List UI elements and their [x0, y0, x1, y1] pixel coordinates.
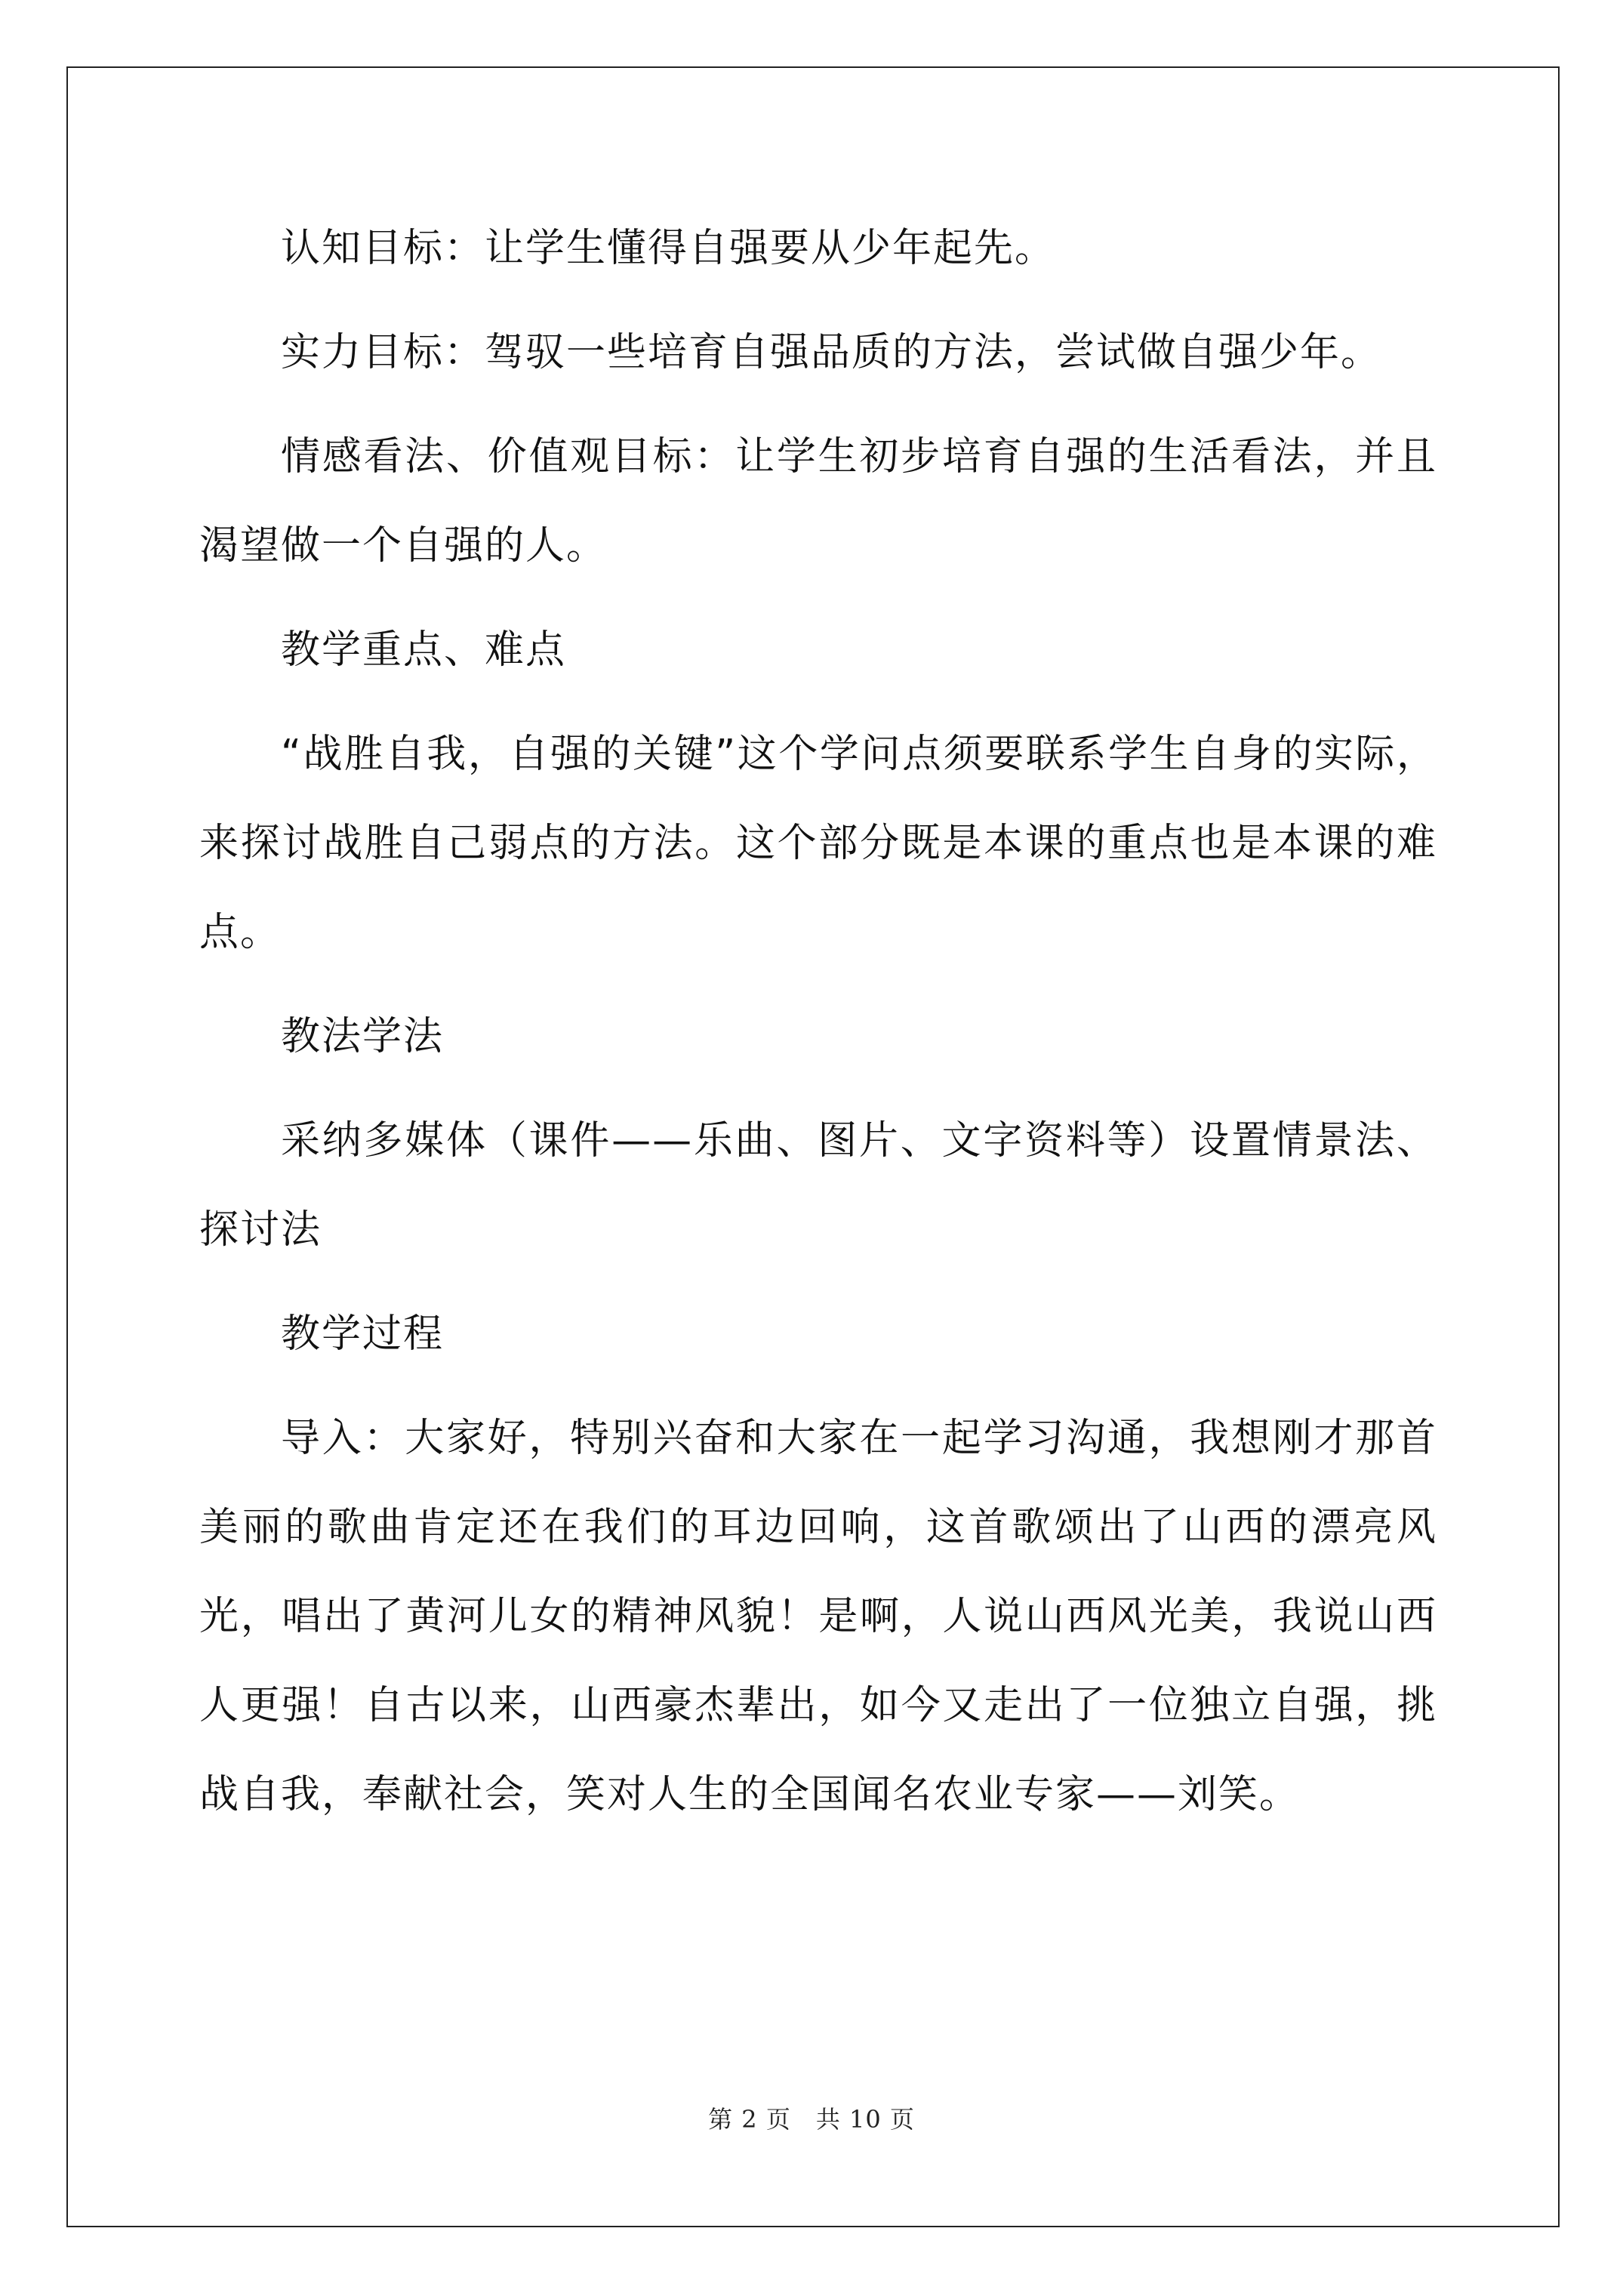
- paragraph-ability-goal: 实力目标：驾驭一些培育自强品质的方法，尝试做自强少年。: [281, 330, 1382, 375]
- paragraph-teaching-methods: 采纳多媒体（课件——乐曲、图片、文字资料等）设置情景法、探讨法: [199, 1118, 1437, 1253]
- document-body: [199, 204, 1437, 1854]
- paragraph-emotion-goal: 情感看法、价值观目标：让学生初步培育自强的生活看法，并且渴望做一个自强的人。: [199, 434, 1437, 569]
- heading-key-points: 教学重点、难点: [281, 627, 567, 673]
- heading-teaching-methods: 教法学法: [281, 1014, 445, 1059]
- paragraph-introduction: 导入：大家好，特别兴奋和大家在一起学习沟通，我想刚才那首美丽的歌曲肯定还在我们的耳边回响，这首歌颂出了山西的漂亮风光，唱出了黄河儿女的精神风貌！是啊，人说山西风光美，我说山西人更强！自古以来，山西豪杰辈出，如今又走出了一位独立自强，挑战自我，奉献社会，笑对人生的全国闻名农业专家——刘笑。: [199, 1416, 1437, 1817]
- paragraph-cognitive-goal: 认知目标：让学生懂得自强要从少年起先。: [281, 226, 1056, 271]
- paragraph-key-points: “战胜自我，自强的关键”这个学问点须要联系学生自身的实际，来探讨战胜自己弱点的方法。这个部分既是本课的重点也是本课的难点。: [199, 732, 1437, 955]
- heading-teaching-process: 教学过程: [281, 1311, 445, 1357]
- page-number-footer: 第 2 页 共 10 页: [708, 2105, 915, 2134]
